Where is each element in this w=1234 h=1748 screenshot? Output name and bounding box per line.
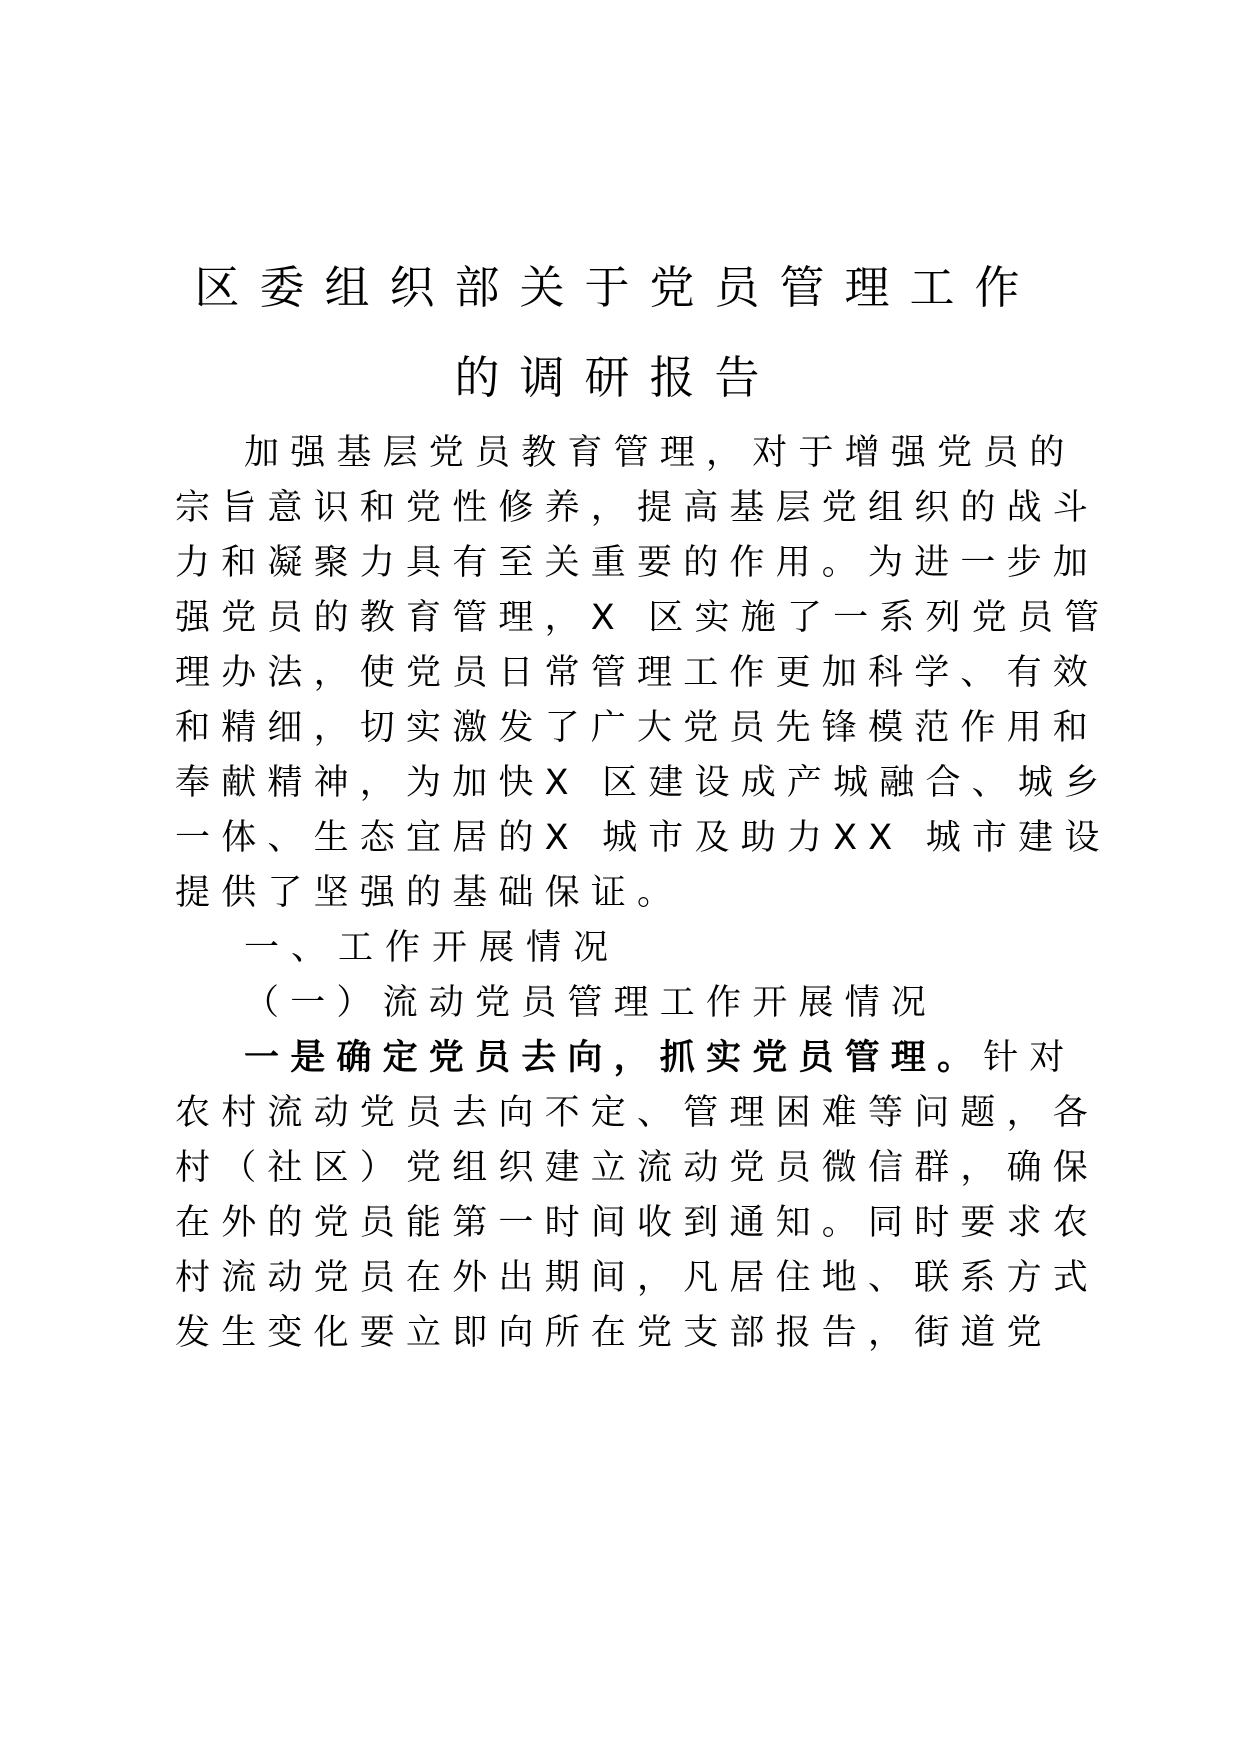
intro-line-5: 理办法，使党员日常管理工作更加科学、有效 — [175, 653, 1100, 693]
point1-first-tail: 针对 — [983, 1038, 1076, 1078]
intro-line-7: 奉献精神，为加快X 区建设成产城融合、城乡 — [175, 763, 1111, 803]
intro-line-3: 力和凝聚力具有至关重要的作用。为进一步加 — [175, 543, 1100, 583]
intro-line-8: 一体、生态宜居的X 城市及助力XX 城市建设 — [175, 818, 1111, 858]
point1-line-4: 在外的党员能第一时间收到通知。同时要求农 — [175, 1203, 1100, 1243]
subsection-heading: （一）流动党员管理工作开展情况 — [244, 983, 938, 1023]
point1-first-line — [244, 1035, 1076, 1081]
point1-bold-lead: 一是确定党员去向，抓实党员管理。 — [244, 1038, 984, 1078]
point1-line-6: 发生变化要立即向所在党支部报告，街道党 — [175, 1313, 1053, 1353]
point1-line-3: 村（社区）党组织建立流动党员微信群，确保 — [175, 1148, 1100, 1188]
title-line-1: 区委组织部关于党员管理工作 — [194, 261, 1040, 314]
section-heading: 一、工作开展情况 — [244, 928, 621, 968]
point1-line-2: 农村流动党员去向不定、管理困难等问题，各 — [175, 1093, 1100, 1133]
intro-line-1: 加强基层党员教育管理，对于增强党员的 — [244, 433, 1076, 473]
intro-line-4: 强党员的教育管理，X 区实施了一系列党员管 — [175, 598, 1111, 638]
intro-line-2: 宗旨意识和党性修养，提高基层党组织的战斗 — [175, 488, 1100, 528]
intro-line-9: 提供了坚强的基础保证。 — [175, 873, 684, 913]
intro-line-6: 和精细，切实激发了广大党员先锋模范作用和 — [175, 708, 1100, 748]
title-line-2: 的调研报告 — [454, 351, 780, 404]
point1-line-5: 村流动党员在外出期间，凡居住地、联系方式 — [175, 1258, 1100, 1298]
